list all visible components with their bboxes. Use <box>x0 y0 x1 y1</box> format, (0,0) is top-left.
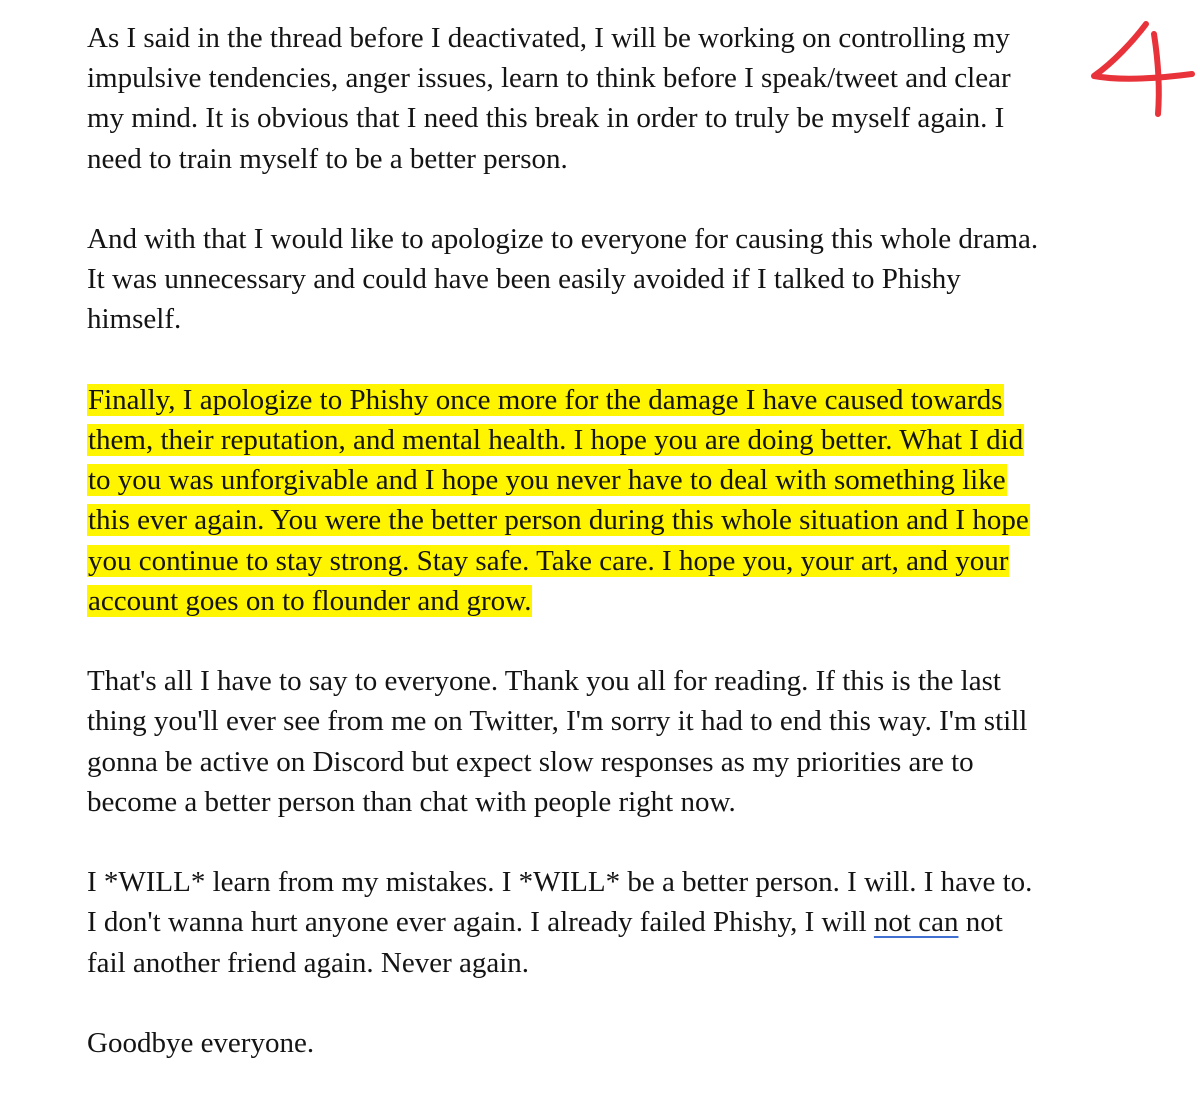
text-line: As I said in the thread before I deactivated, I will be working on controlling my <box>87 22 1010 54</box>
text-line: my mind. It is obvious that I need this break in order to truly be myself again. I <box>87 102 1005 135</box>
text-line: need to train myself to be a better person. <box>87 142 568 175</box>
highlighted-line-wrapper <box>87 541 1117 581</box>
highlighted-line-wrapper <box>87 581 1117 621</box>
highlighted-line-wrapper <box>87 420 1117 460</box>
handwritten-stroke-vertical <box>1154 34 1159 114</box>
text-line: himself. <box>87 303 182 336</box>
highlighted-text-line: you continue to stay strong. Stay safe. Take care. I hope you, your art, and your <box>88 544 1009 577</box>
text-line: It was unnecessary and could have been easily avoided if I talked to Phishy <box>87 263 961 296</box>
text-segment: I don't wanna hurt anyone ever again. I already failed Phishy, I will <box>87 906 874 939</box>
paragraph-2 <box>87 219 1117 340</box>
highlighted-text-line: this ever again. You were the better person during this whole situation and I hope <box>88 504 1029 537</box>
text-line: gonna be active on Discord but expect slow responses as my priorities are to <box>87 745 974 778</box>
paragraph-6 <box>87 1023 1117 1063</box>
highlighted-text-line: them, their reputation, and mental health. I hope you are doing better. What I did <box>88 424 1024 456</box>
highlighted-paragraph <box>87 380 1117 621</box>
paragraph-5 <box>87 862 1117 983</box>
text-line: impulsive tendencies, anger issues, learn to think before I speak/tweet and clear <box>87 62 1011 95</box>
handwritten-stroke-diagonal <box>1094 24 1192 79</box>
highlighted-text-line: account goes on to flounder and grow. <box>88 584 532 617</box>
document-body <box>87 18 1117 1103</box>
highlighted-line-wrapper <box>87 380 1117 420</box>
text-line: That's all I have to say to everyone. Thank you all for reading. If this is the last <box>87 665 1001 698</box>
highlighted-text-line: to you was unforgivable and I hope you never have to deal with something like <box>88 464 1006 497</box>
text-line: thing you'll ever see from me on Twitter, I'm sorry it had to end this way. I'm still <box>87 705 1028 738</box>
handwritten-number-mark <box>1088 10 1198 128</box>
text-line: become a better person than chat with people right now. <box>87 785 736 818</box>
text-segment: not <box>958 906 1003 939</box>
highlighted-line-wrapper <box>87 460 1117 500</box>
closing-line: Goodbye everyone. <box>87 1027 315 1059</box>
paragraph-4 <box>87 661 1117 822</box>
paragraph-1 <box>87 18 1117 179</box>
highlighted-text-line: Finally, I apologize to Phishy once more for the damage I have caused towards <box>88 383 1003 416</box>
highlighted-line-wrapper <box>87 500 1117 540</box>
text-line: fail another friend again. Never again. <box>87 946 530 979</box>
text-line-with-underline <box>87 902 1117 942</box>
text-line: I *WILL* learn from my mistakes. I *WILL* be a better person. I will. I have to. <box>87 866 1033 899</box>
text-line: And with that I would like to apologize to everyone for causing this whole drama. <box>87 223 1039 255</box>
spellcheck-underline: not can <box>873 906 959 939</box>
